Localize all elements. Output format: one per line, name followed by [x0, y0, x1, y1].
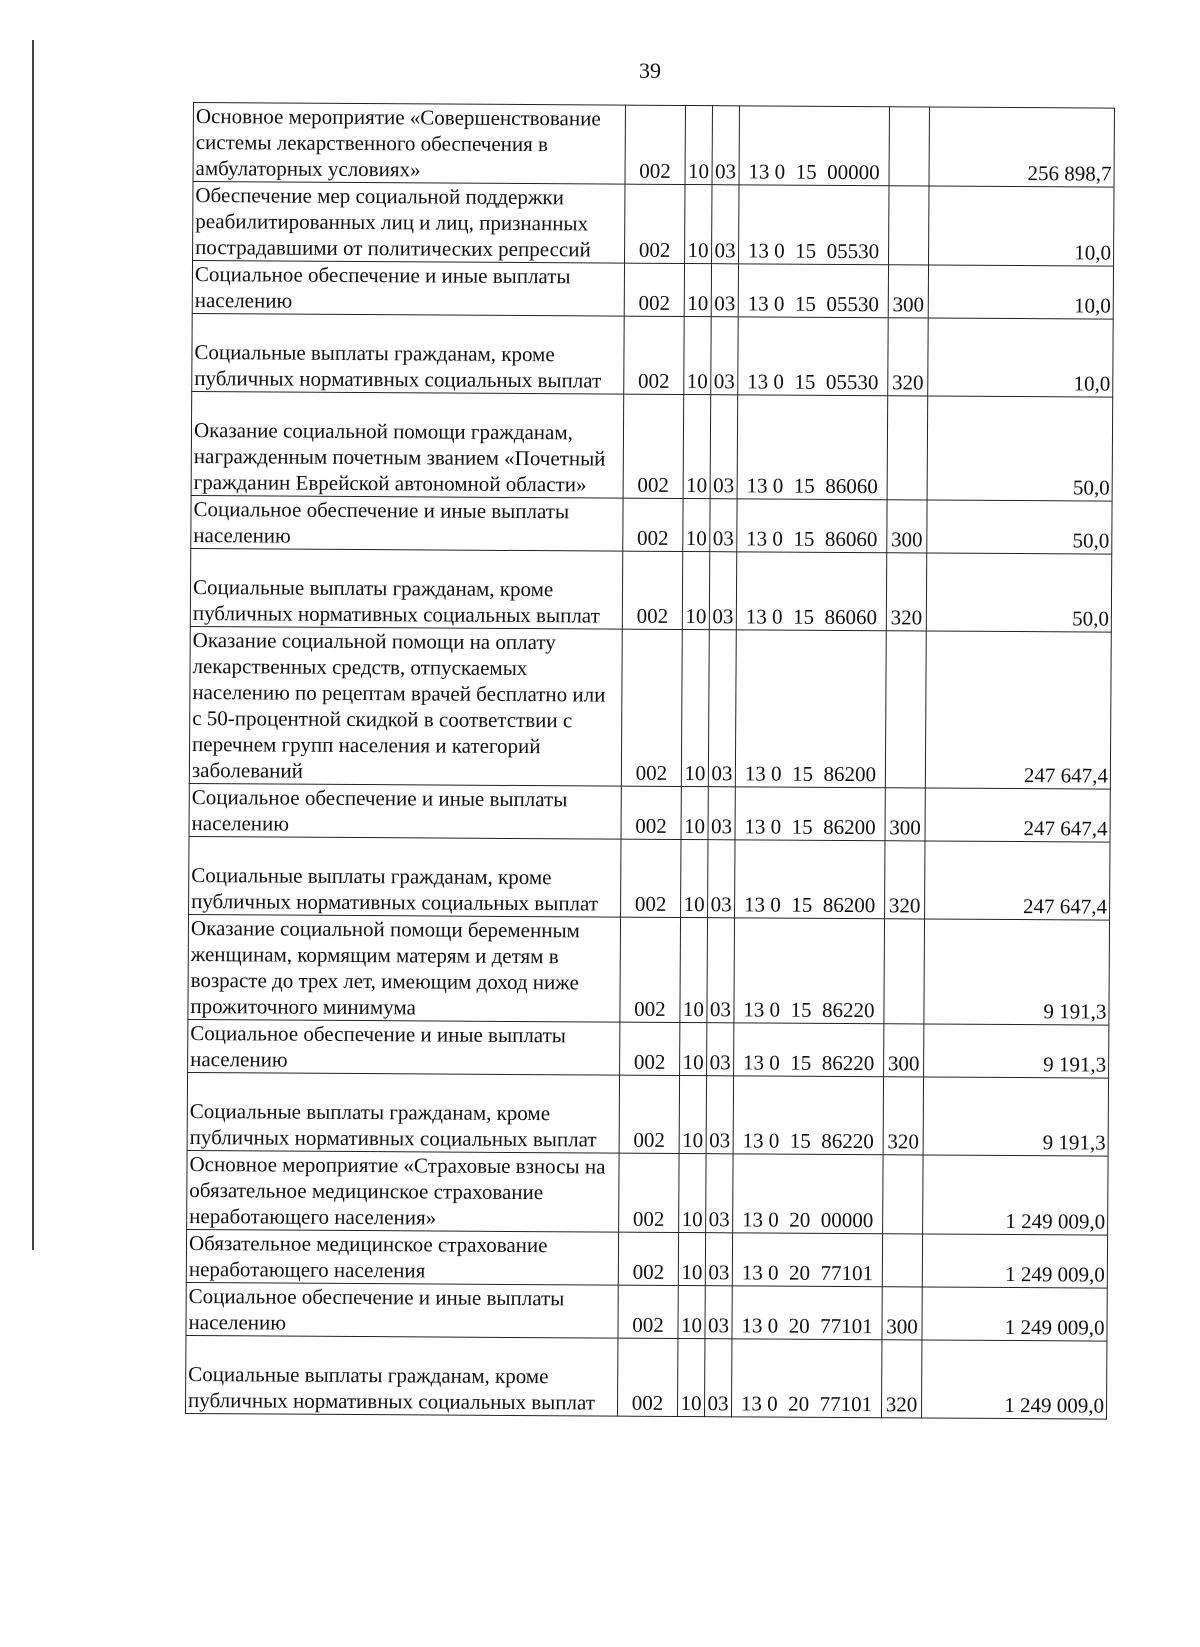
row-expense-type-code: 300 — [888, 265, 928, 318]
row-ved-code: 002 — [623, 394, 684, 498]
table-row — [191, 495, 1112, 554]
row-amount: 10,0 — [929, 186, 1114, 266]
row-expense-type-code — [885, 631, 926, 788]
page-number: 39 — [639, 58, 661, 83]
row-target-article-code: 13 0 15 86060 — [737, 395, 888, 500]
row-amount: 1 249 009,0 — [921, 1340, 1106, 1419]
row-target-article-code: 13 0 15 86220 — [734, 1023, 884, 1077]
row-expense-type-code — [884, 919, 925, 1024]
row-ved-code: 002 — [621, 629, 682, 786]
row-amount: 1 249 009,0 — [922, 1287, 1107, 1341]
row-target-article-code: 13 0 15 05530 — [738, 317, 888, 396]
row-amount: 1 249 009,0 — [922, 1234, 1107, 1288]
row-subsection-code: 03 — [707, 1023, 734, 1076]
row-name: Оказание социальной помощи гражданам, награжденным почетным званием «Почетный гражданин Еврейской автономной области» — [191, 391, 624, 498]
table-row — [191, 391, 1113, 501]
row-target-article-code: 13 0 15 86200 — [735, 630, 886, 788]
row-section-code: 10 — [684, 317, 711, 395]
row-name: Социальные выплаты гражданам, кроме публичных нормативных социальных выплат — [190, 548, 622, 629]
row-ved-code: 002 — [624, 316, 684, 394]
row-section-code: 10 — [684, 264, 711, 317]
row-name: Оказание социальной помощи беременным женщинам, кормящим матерям и детям в возрасте до трех лет, имеющим доход ниже прожиточного минимума — [188, 914, 621, 1022]
row-section-code: 10 — [679, 1075, 706, 1153]
table-row — [186, 1282, 1107, 1341]
row-ved-code: 002 — [620, 917, 681, 1022]
row-subsection-code: 03 — [712, 106, 739, 185]
row-name: Социальное обеспечение и иные выплаты населению — [188, 1019, 620, 1075]
row-expense-type-code: 320 — [883, 1077, 923, 1155]
row-target-article-code: 13 0 20 77101 — [732, 1233, 882, 1287]
row-ved-code: 002 — [617, 1338, 677, 1416]
row-expense-type-code: 320 — [888, 318, 928, 396]
row-amount: 50,0 — [927, 500, 1112, 554]
row-name: Основное мероприятие «Страховые взносы на обязательное медицинское страхование неработающего населения» — [187, 1150, 619, 1232]
row-name: Социальные выплаты гражданам, кроме публичных нормативных социальных выплат — [187, 1072, 619, 1153]
left-margin-line — [32, 40, 34, 1250]
row-amount: 9 191,3 — [923, 1077, 1108, 1156]
row-expense-type-code: 300 — [882, 1287, 922, 1340]
row-ved-code: 002 — [625, 184, 685, 263]
table-row — [187, 1072, 1108, 1156]
row-subsection-code: 03 — [707, 918, 735, 1023]
row-subsection-code: 03 — [706, 1154, 733, 1233]
row-subsection-code: 03 — [711, 264, 738, 317]
row-expense-type-code — [889, 107, 929, 186]
row-amount: 50,0 — [927, 396, 1113, 501]
row-section-code: 10 — [685, 106, 712, 185]
row-subsection-code: 03 — [706, 1076, 733, 1154]
row-expense-type-code: 320 — [886, 553, 926, 631]
row-section-code: 10 — [681, 839, 708, 917]
row-amount: 10,0 — [928, 318, 1113, 397]
row-subsection-code: 03 — [705, 1286, 732, 1339]
table-row — [187, 1150, 1108, 1235]
row-subsection-code: 03 — [710, 499, 737, 552]
row-ved-code: 002 — [618, 1285, 678, 1338]
row-subsection-code: 03 — [708, 787, 735, 840]
row-ved-code: 002 — [624, 263, 684, 316]
row-ved-code: 002 — [625, 105, 685, 184]
row-subsection-code: 03 — [708, 630, 736, 787]
row-section-code: 10 — [683, 395, 711, 499]
row-expense-type-code: 300 — [885, 788, 925, 841]
row-name: Социальное обеспечение и иные выплаты населению — [186, 1282, 618, 1338]
row-target-article-code: 13 0 20 77101 — [732, 1286, 882, 1340]
row-section-code: 10 — [682, 552, 709, 630]
row-target-article-code: 13 0 15 86200 — [735, 840, 885, 919]
row-ved-code: 002 — [623, 498, 683, 551]
row-target-article-code: 13 0 15 86060 — [737, 499, 887, 553]
table-row — [190, 548, 1111, 632]
row-name: Социальные выплаты гражданам, кроме публичных нормативных социальных выплат — [192, 313, 624, 394]
row-expense-type-code — [887, 396, 928, 500]
row-subsection-code: 03 — [705, 1233, 732, 1286]
row-expense-type-code: 320 — [885, 841, 925, 919]
table-row — [192, 313, 1113, 397]
table-row — [189, 626, 1111, 789]
row-section-code: 10 — [685, 185, 712, 264]
table-row — [188, 1019, 1109, 1078]
row-section-code: 10 — [678, 1285, 705, 1338]
row-name: Социальное обеспечение и иные выплаты населению — [189, 783, 621, 839]
row-ved-code: 002 — [620, 1022, 680, 1075]
row-name: Социальные выплаты гражданам, кроме публичных нормативных социальных выплат — [185, 1335, 617, 1416]
budget-table — [185, 102, 1115, 1420]
row-amount: 9 191,3 — [924, 1024, 1109, 1078]
table-row — [192, 261, 1113, 320]
row-amount: 256 898,7 — [929, 107, 1114, 187]
row-subsection-code: 03 — [708, 840, 735, 918]
row-ved-code: 002 — [619, 1153, 679, 1232]
row-name: Социальное обеспечение и иные выплаты населению — [192, 261, 624, 317]
row-subsection-code: 03 — [712, 185, 739, 264]
row-subsection-code: 03 — [710, 395, 738, 499]
row-expense-type-code — [882, 1234, 922, 1287]
row-target-article-code: 13 0 15 00000 — [739, 106, 889, 186]
row-subsection-code: 03 — [709, 552, 736, 630]
row-expense-type-code — [883, 1155, 923, 1234]
row-expense-type-code: 300 — [887, 500, 927, 553]
row-target-article-code: 13 0 15 86220 — [734, 918, 885, 1024]
row-name: Обеспечение мер социальной поддержки реабилитированных лиц и лиц, признанных пострадавшими от политических репрессий — [193, 182, 625, 264]
row-section-code: 10 — [679, 1153, 706, 1232]
row-section-code: 10 — [681, 629, 709, 786]
row-amount: 247 647,4 — [925, 631, 1111, 789]
row-name: Основное мероприятие «Совершенствование системы лекарственного обеспечения в амбулаторных условиях» — [193, 103, 625, 185]
row-expense-type-code: 300 — [884, 1024, 924, 1077]
row-target-article-code: 13 0 15 05530 — [738, 264, 888, 318]
row-target-article-code: 13 0 15 86060 — [736, 552, 886, 631]
row-ved-code: 002 — [622, 551, 682, 629]
row-name: Обязательное медицинское страхование неработающего населения — [186, 1229, 618, 1285]
table-row — [189, 836, 1110, 920]
row-section-code: 10 — [683, 499, 710, 552]
row-target-article-code: 13 0 15 86200 — [735, 787, 885, 841]
row-ved-code: 002 — [618, 1232, 678, 1285]
row-section-code: 10 — [680, 917, 708, 1022]
table-row — [193, 103, 1114, 188]
row-name: Оказание социальной помощи на оплату лекарственных средств, отпускаемых населению по рецептам врачей бесплатно или с 50-процентной скидкой в соответствии с перечнем групп населения и категорий заболеваний — [189, 626, 622, 786]
row-amount: 10,0 — [928, 265, 1113, 319]
row-target-article-code: 13 0 20 00000 — [733, 1154, 883, 1234]
row-subsection-code: 03 — [711, 317, 738, 395]
table-row — [188, 914, 1110, 1025]
row-amount: 247 647,4 — [925, 788, 1110, 842]
table-row — [186, 1229, 1107, 1288]
table-row — [193, 182, 1114, 267]
row-expense-type-code — [889, 186, 929, 265]
row-subsection-code: 03 — [704, 1339, 731, 1417]
row-ved-code: 002 — [621, 786, 681, 839]
row-expense-type-code: 320 — [881, 1340, 921, 1418]
row-amount: 247 647,4 — [925, 841, 1110, 920]
row-target-article-code: 13 0 15 86220 — [733, 1076, 883, 1155]
row-amount: 1 249 009,0 — [923, 1155, 1108, 1235]
row-target-article-code: 13 0 20 77101 — [731, 1339, 881, 1418]
table-row — [185, 1335, 1106, 1419]
row-ved-code: 002 — [619, 1075, 679, 1153]
row-name: Социальное обеспечение и иные выплаты населению — [191, 495, 623, 551]
row-name: Социальные выплаты гражданам, кроме публичных нормативных социальных выплат — [189, 836, 621, 917]
row-amount: 50,0 — [926, 553, 1111, 632]
row-target-article-code: 13 0 15 05530 — [739, 185, 889, 265]
row-section-code: 10 — [678, 1232, 705, 1285]
row-section-code: 10 — [681, 786, 708, 839]
row-ved-code: 002 — [621, 839, 681, 917]
row-section-code: 10 — [680, 1022, 707, 1075]
table-row — [189, 783, 1110, 842]
row-amount: 9 191,3 — [924, 919, 1110, 1025]
row-section-code: 10 — [677, 1338, 704, 1416]
